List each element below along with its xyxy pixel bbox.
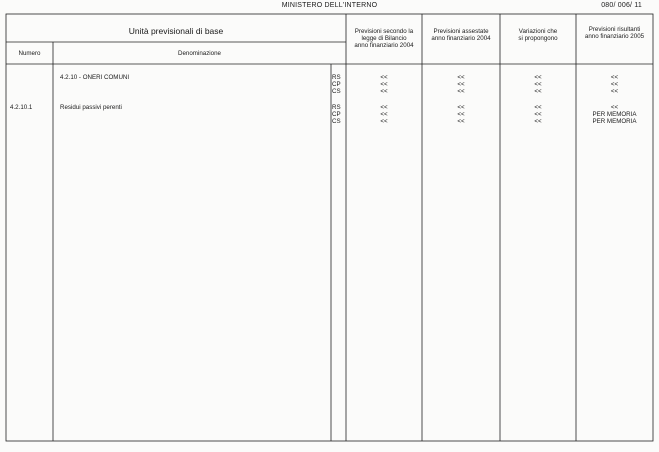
column-header-legge-bilancio: Previsioni secondo la legge di Bilancio anno finanziario 2004: [354, 28, 414, 49]
ministry-header: MINISTERO DELL'INTERNO: [281, 2, 378, 9]
column-header-name: Denominazione: [178, 50, 221, 57]
row-values-col1: << << <<: [380, 104, 388, 125]
page-code: 080/ 006/ 11: [601, 2, 642, 9]
table-title: Unità previsionali di base: [128, 26, 224, 36]
row-number: 4.2.10.1: [10, 104, 33, 111]
row-values-col4: << PER MEMORIA PER MEMORIA: [592, 104, 637, 125]
row-values-col2: << << <<: [457, 104, 465, 125]
row-values-col1: << << <<: [380, 74, 388, 95]
column-header-risultanti: Previsioni risultanti anno finanziario 2005: [584, 26, 645, 40]
column-header-assestate: Previsioni assestate anno finanziario 2004: [431, 28, 491, 42]
row-name: Residui passivi perenti: [60, 104, 122, 111]
row-values-col4: << << <<: [610, 74, 619, 95]
column-header-variazioni: Variazioni che si propongono: [518, 28, 558, 42]
row-name: 4.2.10 - ONERI COMUNI: [60, 74, 130, 81]
row-values-col2: << << <<: [457, 74, 465, 95]
row-values-col3: << << <<: [534, 74, 542, 95]
column-header-number: Numero: [18, 50, 41, 57]
row-values-col3: << << <<: [534, 104, 542, 125]
row-codes: RS CP CS: [332, 104, 341, 125]
row-codes: RS CP CS: [332, 74, 341, 95]
